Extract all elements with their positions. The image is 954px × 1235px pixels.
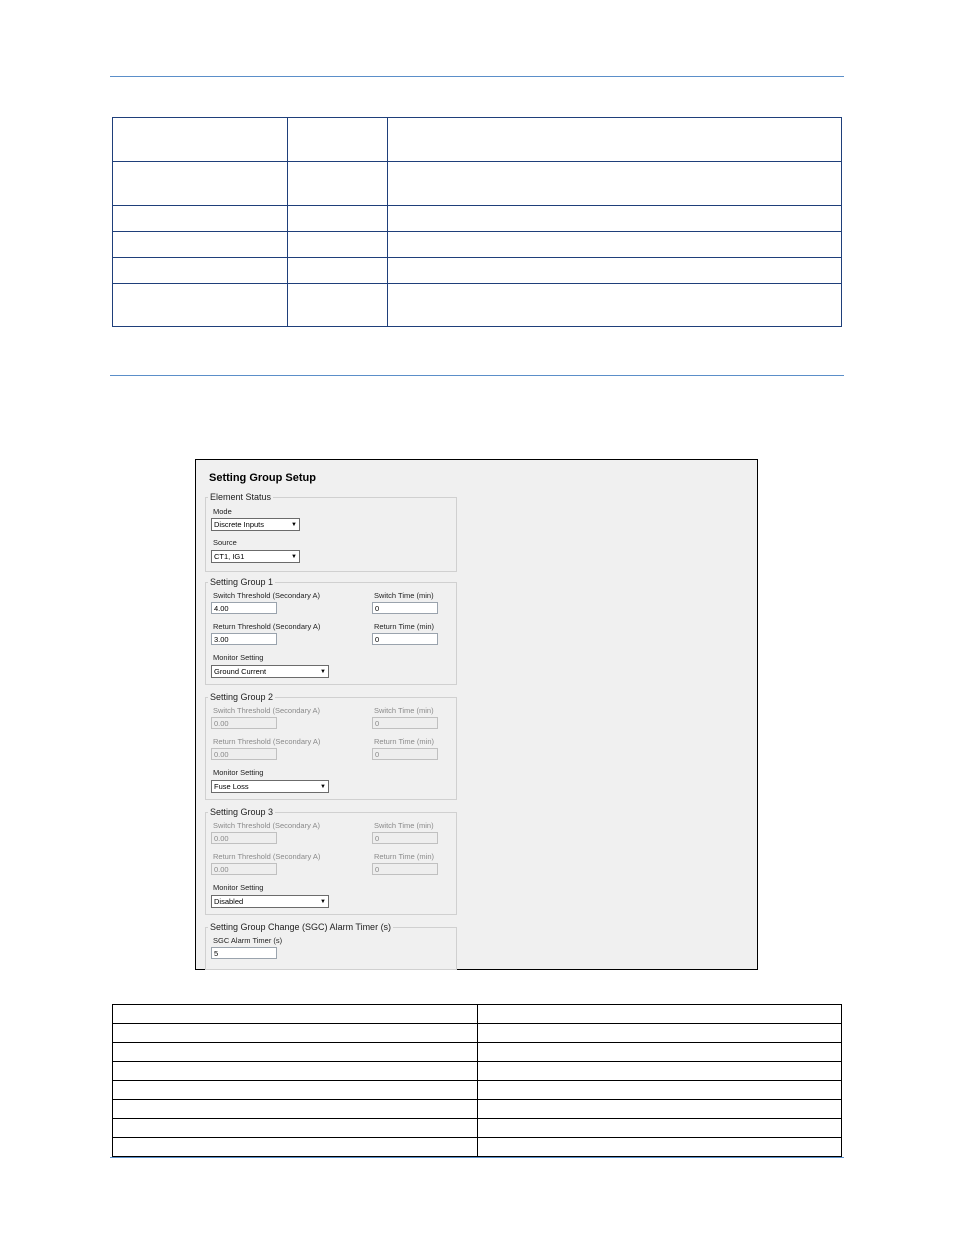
- g2-return-time-label: Return Time (min): [374, 737, 435, 746]
- g2-switch-threshold-label: Switch Threshold (Secondary A): [213, 706, 320, 715]
- screen-title: Setting Group Setup: [209, 472, 316, 484]
- chevron-down-icon: ▼: [291, 522, 297, 528]
- sgc-alarm-timer-label: SGC Alarm Timer (s): [213, 936, 283, 945]
- sgc-alarm-box: [205, 922, 457, 970]
- g2-monitor-label: Monitor Setting: [213, 768, 264, 777]
- mode-label: Mode: [213, 507, 232, 516]
- g2-switch-threshold-input[interactable]: 0.00: [211, 717, 277, 729]
- g1-return-threshold-input[interactable]: 3.00: [211, 633, 277, 645]
- g3-return-time-label: Return Time (min): [374, 852, 435, 861]
- bottom-table: [112, 1004, 842, 1157]
- footer-rule: [110, 1157, 844, 1158]
- setting-group-1-legend: Setting Group 1: [210, 577, 274, 587]
- setting-group-2-legend: Setting Group 2: [210, 692, 274, 702]
- sgc-alarm-timer-input[interactable]: 5: [211, 947, 277, 959]
- g3-switch-time-label: Switch Time (min): [374, 821, 434, 830]
- g1-switch-time-label: Switch Time (min): [374, 591, 434, 600]
- g3-monitor-label: Monitor Setting: [213, 883, 264, 892]
- g1-monitor-label: Monitor Setting: [213, 653, 264, 662]
- g2-monitor-value: Fuse Loss: [214, 782, 249, 791]
- section-rule: [110, 375, 844, 376]
- chevron-down-icon: ▼: [320, 899, 326, 905]
- element-status-legend: Element Status: [210, 492, 272, 502]
- g3-switch-threshold-label: Switch Threshold (Secondary A): [213, 821, 320, 830]
- chevron-down-icon: ▼: [291, 554, 297, 560]
- top-table: [112, 117, 842, 327]
- setting-group-setup-screen: [195, 459, 758, 970]
- g2-return-threshold-input[interactable]: 0.00: [211, 748, 277, 760]
- g1-switch-threshold-label: Switch Threshold (Secondary A): [213, 591, 320, 600]
- g2-monitor-select[interactable]: [211, 780, 329, 793]
- g3-monitor-value: Disabled: [214, 897, 244, 906]
- g3-return-time-input[interactable]: 0: [372, 863, 438, 875]
- mode-value: Discrete Inputs: [214, 520, 265, 529]
- g3-monitor-select[interactable]: [211, 895, 329, 908]
- chevron-down-icon: ▼: [320, 784, 326, 790]
- g1-switch-threshold-input[interactable]: 4.00: [211, 602, 277, 614]
- g3-switch-time-input[interactable]: 0: [372, 832, 438, 844]
- source-select[interactable]: [211, 550, 300, 563]
- source-label: Source: [213, 538, 237, 547]
- g1-return-time-label: Return Time (min): [374, 622, 435, 631]
- source-value: CT1, IG1: [214, 552, 245, 561]
- g1-return-threshold-label: Return Threshold (Secondary A): [213, 622, 321, 631]
- g3-return-threshold-input[interactable]: 0.00: [211, 863, 277, 875]
- g1-monitor-select[interactable]: [211, 665, 329, 678]
- setting-group-3-legend: Setting Group 3: [210, 807, 274, 817]
- g3-return-threshold-label: Return Threshold (Secondary A): [213, 852, 321, 861]
- g2-return-time-input[interactable]: 0: [372, 748, 438, 760]
- g1-monitor-value: Ground Current: [214, 667, 267, 676]
- chevron-down-icon: ▼: [320, 669, 326, 675]
- g1-return-time-input[interactable]: 0: [372, 633, 438, 645]
- top-rule: [110, 76, 844, 77]
- g3-switch-threshold-input[interactable]: 0.00: [211, 832, 277, 844]
- mode-select[interactable]: [211, 518, 300, 531]
- g2-switch-time-input[interactable]: 0: [372, 717, 438, 729]
- sgc-alarm-legend: Setting Group Change (SGC) Alarm Timer (s): [210, 922, 392, 932]
- g2-switch-time-label: Switch Time (min): [374, 706, 434, 715]
- g2-return-threshold-label: Return Threshold (Secondary A): [213, 737, 321, 746]
- g1-switch-time-input[interactable]: 0: [372, 602, 438, 614]
